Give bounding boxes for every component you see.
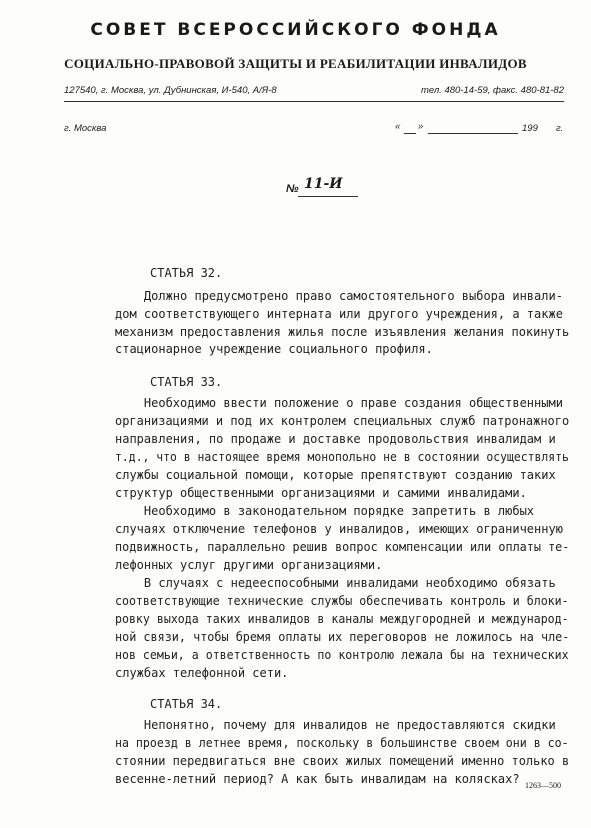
org-phones: тел. 480-14-59, факс. 480-81-82 xyxy=(420,85,564,96)
date-suffix: г. xyxy=(556,123,564,134)
org-title-line1: СОВЕТ ВСЕРОССИЙСКОГО ФОНДА xyxy=(90,20,501,40)
article-34-heading: СТАТЬЯ 34. xyxy=(150,697,223,711)
date-close-quote: » xyxy=(418,121,424,132)
city-label: г. Москва xyxy=(64,123,107,134)
article-33-heading: СТАТЬЯ 33. xyxy=(150,375,223,389)
print-code: 1263—500 xyxy=(525,781,561,790)
body-line: Необходимо ввести положение о праве создания общественными xyxy=(115,396,563,410)
body-line: механизм предоставления жилья после изъявления желания покинуть xyxy=(115,325,570,339)
body-line: ной связи, чтобы бремя оплаты их переговоров не ложилось на чле- xyxy=(115,630,570,644)
number-label: № xyxy=(286,183,299,195)
body-line: лефонных услуг другими организациями. xyxy=(115,558,383,572)
number-handwritten: 11-И xyxy=(304,176,343,192)
body-line: службах телефонной сети. xyxy=(115,666,289,680)
org-title-line2: СОЦИАЛЬНО-ПРАВОВОЙ ЗАЩИТЫ И РЕАБИЛИТАЦИИ ИНВАЛИДОВ xyxy=(64,56,527,71)
body-line: Необходимо в законодательном порядке запретить в любых xyxy=(115,504,535,518)
letterhead-divider xyxy=(64,101,564,102)
org-address: 127540, г. Москва, ул. Дубнинская, И-540, А/Я-8 xyxy=(64,85,277,96)
body-line: нов семьи, а ответственность по контролю лежала бы на технических xyxy=(115,648,569,662)
date-open-quote: « xyxy=(395,121,401,132)
article-32-heading: СТАТЬЯ 32. xyxy=(150,266,223,280)
body-line: В случаях с недееспособными инвалидами необходимо обязать xyxy=(115,576,556,590)
body-line: Непонятно, почему для инвалидов не предоставляются скидки xyxy=(115,718,556,732)
body-line: весенне-летний период? А как быть инвалидам на колясках? xyxy=(115,772,520,786)
body-line: подвижность, параллельно решив вопрос компенсации или оплаты те- xyxy=(115,540,570,554)
body-line: направления, по продаже и доставке продовольствия инвалидам и xyxy=(115,432,556,446)
body-line: ровку выхода таких инвалидов в каналы междугородней и международ- xyxy=(115,612,569,626)
body-line: стоянии передвигаться вне своих жилых помещений именно только в xyxy=(115,754,570,768)
date-year: 199 xyxy=(522,123,538,134)
body-line: Должно предусмотрено право самостоятельного выбора инвали- xyxy=(115,289,563,303)
date-day-blank xyxy=(404,133,416,134)
date-month-blank xyxy=(428,133,518,134)
body-line: соответствующие технические службы обеспечивать контроль и блоки- xyxy=(115,594,569,608)
body-line: стационарное учреждение социального профиля. xyxy=(115,342,433,356)
number-underline xyxy=(298,196,358,197)
body-line: структур общественными организациями и самими инвалидами. xyxy=(115,486,527,500)
body-line: на проезд в летнее время, поскольку в большинстве своем они в со- xyxy=(115,736,569,750)
body-line: службы социальной помощи, которые препятствуют созданию таких xyxy=(115,468,556,482)
body-line: дом соответствующего интерната или другого учреждения, а также xyxy=(115,307,563,321)
body-line: т.д., что в настоящее время монопольно не в состоянии осуществлять xyxy=(115,450,569,464)
body-line: организациями и под их контролем специальных служб патронажного xyxy=(115,414,570,428)
body-line: случаях отключение телефонов у инвалидов, имеющих ограниченную xyxy=(115,522,563,536)
